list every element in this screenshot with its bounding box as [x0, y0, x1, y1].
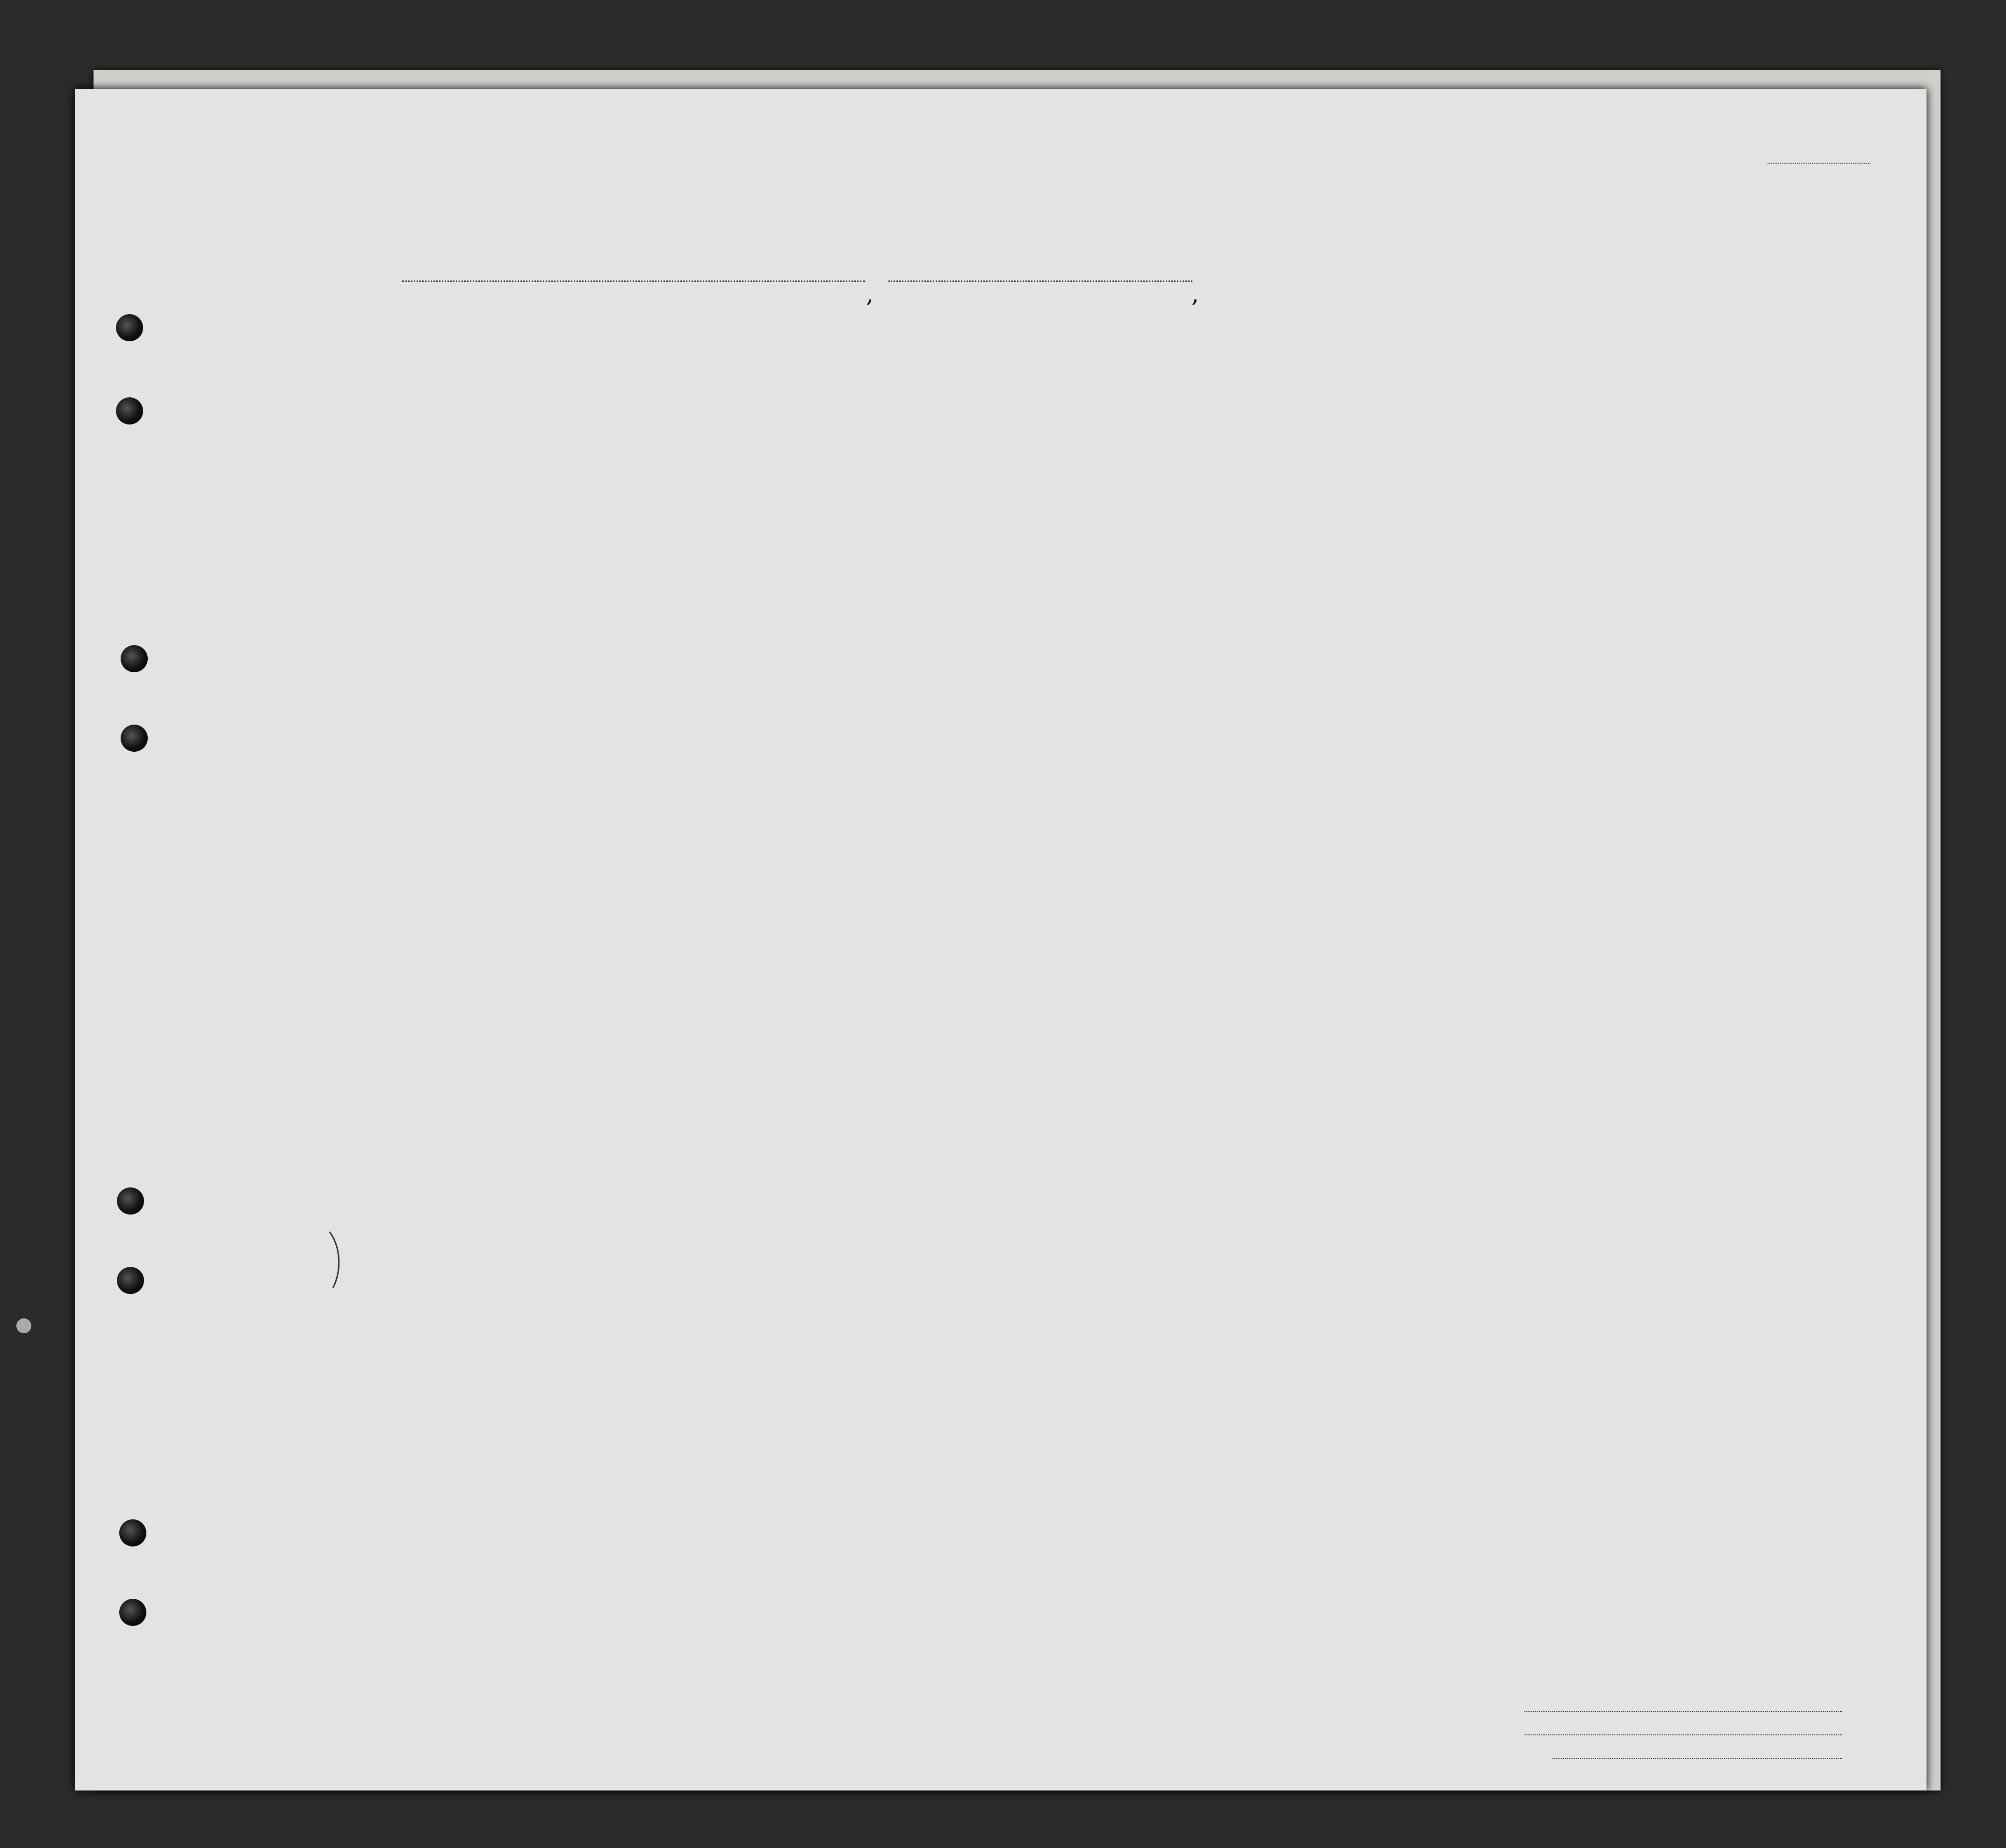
- column-number: [1372, 327, 1436, 351]
- column-number: [154, 327, 206, 351]
- header-polygamist: [1321, 367, 1345, 489]
- owners-field: [1524, 1734, 1842, 1735]
- column-number: [206, 327, 451, 351]
- column-number: [727, 327, 760, 351]
- column-number: [1167, 327, 1274, 351]
- column-number: [1319, 327, 1347, 351]
- header-offer-labor: [1437, 367, 1469, 489]
- pencil-mark: [327, 1230, 346, 1290]
- separator-comma: ,: [866, 280, 873, 308]
- header-feet: [1617, 456, 1636, 493]
- line-field: [1524, 1711, 1842, 1712]
- header-ticket: [609, 360, 632, 491]
- header-overthrow: [1375, 367, 1433, 489]
- column-number: [606, 327, 636, 351]
- column-number: [1770, 327, 1887, 351]
- column-number: [935, 327, 1167, 351]
- header-intends-return: [1169, 390, 1209, 489]
- column-number: [636, 327, 727, 351]
- column-number: [1658, 327, 1700, 351]
- column-number: [1274, 327, 1319, 351]
- column-number: [1555, 327, 1616, 351]
- header-become-citizen: [1244, 390, 1272, 489]
- column-number: [1347, 327, 1372, 351]
- column-number: [1494, 327, 1515, 351]
- header-money: [730, 360, 757, 491]
- separator-comma: ,: [1191, 280, 1199, 308]
- header-anarchist: [1349, 367, 1371, 489]
- column-number: [1700, 327, 1770, 351]
- column-number: [760, 327, 935, 351]
- header-length-stay: [1211, 390, 1241, 489]
- column-number: [1616, 327, 1658, 351]
- header-arrested: [1495, 367, 1514, 489]
- column-number: [1515, 327, 1555, 351]
- column-number: [451, 327, 606, 351]
- column-number: [1436, 327, 1471, 351]
- header-prison: [1276, 367, 1317, 489]
- column-number: [1471, 327, 1494, 351]
- header-inches: [1638, 449, 1656, 493]
- local-agents-field: [1552, 1758, 1842, 1759]
- header-excluded: [1472, 367, 1493, 489]
